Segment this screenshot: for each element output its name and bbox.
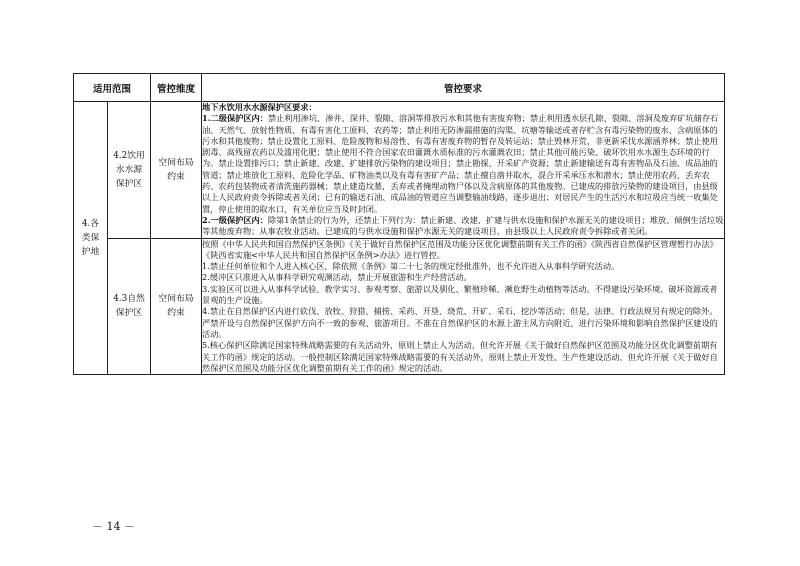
category-cell [74,102,108,375]
table-row [74,102,725,239]
subscope-label: 4.2饮用水水源保护区 [113,150,145,189]
requirement-point: 5.核心保护区除满足国家特殊战略需要的有关活动外，原则上禁止人为活动，但允许开展《关于做好自然保护区范围及功能分区优化调整前期有关工作的函》规定的活动。一般控制区除满足国家特殊战略需要的有关活动外，原则上禁止开发性、生产性建设活动，但允许开展《关于做好自然保护区范围及功能分区优化调整前期有关工作的函》规定的活动。 [202,340,718,373]
dimension-label: 空间布局约束 [158,157,194,182]
requirements-cell [202,238,725,375]
table-header-row [74,74,725,102]
page-number: － 14 － [92,520,135,533]
requirements-cell [202,102,725,239]
subscope-cell [108,102,151,239]
requirement-point: 1.禁止任何单位和个人进入核心区，除依照《条例》第二十七条的规定经批准外，也不允许进入从事科学研究活动。 [202,261,620,272]
dimension-label: 空间布局约束 [158,294,194,319]
header-dimension: 管控维度 [151,74,202,102]
item-text: 禁止利用渗坑、渗井、深井、裂隙、溶洞等排放污水和其他有害废弃物；禁止利用透水层孔隙、裂隙、溶洞及废弃矿坑储存石油、天然气、放射性物质、有毒有害化工原料、农药等；禁止利用无防渗漏措施的沟渠、坑塘等输送或者存贮含有毒污染物的废水、含病原体的污水和其他废物；禁止设置化工原料、危险废物和易溶性、有毒有害废弃物的暂存及转运站；禁止毁林开荒，非更新采伐水源涵养林；禁止使用剧毒、高残留农药以及滥用化肥；禁止使用不符合国家农田灌溉水质标准的污水灌溉农田；禁止其他可能污染、破坏饮用水水源生态环境的行为。禁止设置排污口；禁止新建、改建、扩建排放污染物的建设项目；禁止勘探、开采矿产资源；禁止新建输送有毒有害物品及石油、成品油的管道；禁止堆放化工原料、危险化学品、矿物油类以及有毒有害矿产品；禁止擅自凿井取水，混合开采承压水和潜水；禁止使用农药，丢弃农药、农药包装物或者清洗施药器械；禁止建造坟墓，丢弃或者掩埋动物尸体以及含病原体的其他废物。已建成的排放污染物的建设项目，由县级以上人民政府责令拆除或者关闭；已有的输送石油、成品油的管道应当调整输油线路，逐步退出；对居民产生的生活污水和垃圾应当统一收集处置，停止使用的取水口，有关单位应当及时封闭。 [202,113,719,214]
subscope-label: 4.3自然保护区 [113,294,145,319]
item-label: 1.二级保护区内： [202,113,268,124]
section-heading: 地下水饮用水水源保护区要求： [202,102,317,112]
requirement-item [202,215,724,238]
dimension-cell [151,238,202,375]
header-requirements: 管控要求 [202,74,725,102]
item-text: 除第1条禁止的行为外，还禁止下列行为：禁止新建、改建、扩建与供水设施和保护水源无关的建设项目；堆放、倾倒生活垃圾等其他废弃物；从事农牧业活动。已建成的与供水设施和保护水源无关的建设项目，由县级以上人民政府责令拆除或者关闭。 [202,214,724,237]
intro-text: 按照《中华人民共和国自然保护区条例》《关于做好自然保护区范围及功能分区优化调整前期有关工作的函》《陕西省自然保护区管理暂行办法》《陕西省实施<中华人民共和国自然保护区条例>办法》进行管控。 [202,238,718,260]
control-requirements-table [73,73,725,375]
requirement-point: 4.禁止在自然保护区内进行砍伐、放牧、狩猎、捕捞、采药、开垦、烧荒、开矿、采石、挖沙等活动；但是，法律、行政法规另有规定的除外。严禁开设与自然保护区保护方向不一致的参观、旅游项目。不准在自然保护区的水源上游主风方向附近，进行污染环境和影响自然保护区建设的活动。 [202,306,718,339]
item-label: 2.一级保护区内： [202,214,268,225]
requirement-item [202,113,724,215]
requirement-point: 2.缓冲区只准进入从事科学研究观测活动，禁止开展旅游和生产经营活动。 [202,272,472,283]
requirement-point: 3.实验区可以进入从事科学试验、教学实习、参观考察、旅游以及驯化、繁殖珍稀、濒危野生动植物等活动。不得建设污染环境、破坏资源或者景观的生产设施。 [202,283,718,306]
category-label: 4.各类保护地 [81,219,100,258]
table-row [74,238,725,375]
header-scope: 适用范围 [74,74,151,102]
subscope-cell [108,238,151,375]
dimension-cell [151,102,202,239]
